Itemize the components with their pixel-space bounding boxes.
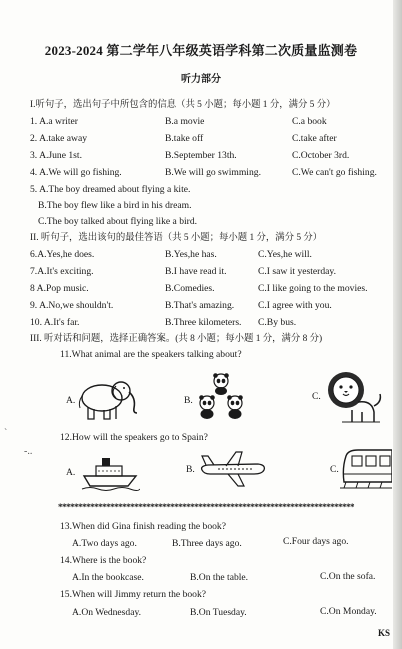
- q15-option-a[interactable]: A.On Wednesday.: [72, 607, 142, 618]
- q6-option-c[interactable]: C.Yes,he will.: [258, 249, 312, 260]
- paper-edge: [393, 0, 402, 649]
- q14-question: 14.Where is the book?: [60, 555, 147, 566]
- section-title: 听力部分: [181, 74, 221, 85]
- ship-icon[interactable]: [80, 452, 140, 492]
- q5-option-a[interactable]: 5. A.The boy dreamed about flying a kite.: [30, 184, 191, 195]
- q15-option-c[interactable]: C.On Monday.: [320, 606, 377, 617]
- q7-option-a[interactable]: 7.A.It's exciting.: [30, 266, 94, 277]
- q2-option-c[interactable]: C.take after: [292, 133, 337, 144]
- q11-option-c-label[interactable]: C.: [312, 391, 321, 402]
- q12-question: 12.How will the speakers go to Spain?: [60, 432, 208, 443]
- q6-option-b[interactable]: B.Yes,he has.: [165, 249, 217, 260]
- q10-option-b[interactable]: B.Three kilometers.: [165, 317, 242, 328]
- q8-option-c[interactable]: C.I like going to the movies.: [258, 283, 368, 294]
- q14-option-b[interactable]: B.On the table.: [190, 572, 249, 583]
- q14-option-a[interactable]: A.In the bookcase.: [72, 572, 144, 583]
- q12-option-c-label[interactable]: C.: [330, 464, 339, 475]
- panda-icon[interactable]: [197, 372, 245, 424]
- q4-option-a[interactable]: 4. A.We will go fishing.: [30, 167, 122, 178]
- q1-option-a[interactable]: 1. A.a writer: [30, 116, 78, 127]
- q11-question: 11.What animal are the speakers talking about?: [60, 349, 242, 360]
- q9-option-b[interactable]: B.That's amazing.: [165, 300, 235, 311]
- q2-option-b[interactable]: B.take off: [165, 133, 204, 144]
- corner-mark: KS: [377, 628, 390, 638]
- q1-option-c[interactable]: C.a book: [292, 116, 327, 127]
- q3-option-c[interactable]: C.October 3rd.: [292, 150, 350, 161]
- q3-option-b[interactable]: B.September 13th.: [165, 150, 237, 161]
- elephant-icon[interactable]: [76, 376, 142, 422]
- q13-option-a[interactable]: A.Two days ago.: [72, 538, 137, 549]
- q12-option-b-label[interactable]: B.: [186, 464, 195, 475]
- q9-option-a[interactable]: 9. A.No,we shouldn't.: [30, 300, 114, 311]
- q13-question: 13.When did Gina finish reading the book?: [60, 521, 226, 532]
- q5-option-c[interactable]: C.The boy talked about flying like a bird.: [38, 216, 198, 227]
- q2-option-a[interactable]: 2. A.take away: [30, 133, 88, 144]
- lion-icon[interactable]: [322, 366, 384, 426]
- q10-option-a[interactable]: 10. A.It's far.: [30, 317, 80, 328]
- q8-option-b[interactable]: B.Comedies.: [165, 283, 215, 294]
- q11-option-b-label[interactable]: B.: [184, 395, 193, 406]
- exam-title: 2023-2024 第二学年八年级英语学科第二次质量监测卷: [44, 43, 358, 58]
- part1-instruction: I.听句子，选出句子中所包含的信息（共 5 小题；每小题 1 分，满分 5 分）: [30, 100, 336, 110]
- q6-option-a[interactable]: 6.A.Yes,he does.: [30, 249, 95, 260]
- q7-option-c[interactable]: C.I saw it yesterday.: [258, 266, 336, 277]
- q8-option-a[interactable]: 8 A.Pop music.: [30, 283, 89, 294]
- train-icon[interactable]: [340, 448, 392, 492]
- q11-option-a-label[interactable]: A.: [66, 395, 76, 406]
- section-divider: **************************************************************************: [58, 503, 354, 512]
- q4-option-b[interactable]: B.We will go swimming.: [165, 167, 261, 178]
- q5-option-b[interactable]: B.The boy flew like a bird in his dream.: [38, 200, 192, 211]
- q3-option-a[interactable]: 3. A.June 1st.: [30, 150, 82, 161]
- scan-mark: -..: [24, 446, 33, 457]
- q4-option-c[interactable]: C.We can't go fishing.: [292, 167, 377, 178]
- q10-option-c[interactable]: C.By bus.: [258, 317, 297, 328]
- q1-option-b[interactable]: B.a movie: [165, 116, 205, 127]
- q13-option-c[interactable]: C.Four days ago.: [283, 536, 349, 547]
- scan-mark: `: [4, 428, 8, 439]
- q14-option-c[interactable]: C.On the sofa.: [320, 571, 376, 582]
- q12-option-a-label[interactable]: A.: [66, 467, 76, 478]
- q9-option-c[interactable]: C.I agree with you.: [258, 300, 332, 311]
- airplane-icon[interactable]: [196, 450, 268, 488]
- q13-option-b[interactable]: B.Three days ago.: [172, 538, 242, 549]
- part2-instruction: II. 听句子，选出该句的最佳答语（共 5 小题；每小题 1 分，满分 5 分）: [30, 233, 323, 243]
- q7-option-b[interactable]: B.I have read it.: [165, 266, 227, 277]
- q15-option-b[interactable]: B.On Tuesday.: [190, 607, 247, 618]
- q15-question: 15.When will Jimmy return the book?: [60, 589, 207, 600]
- part3-instruction: III. 听对话和问题，选择正确答案。(共 8 小题；每小题 1 分，满分 8 分): [30, 334, 323, 344]
